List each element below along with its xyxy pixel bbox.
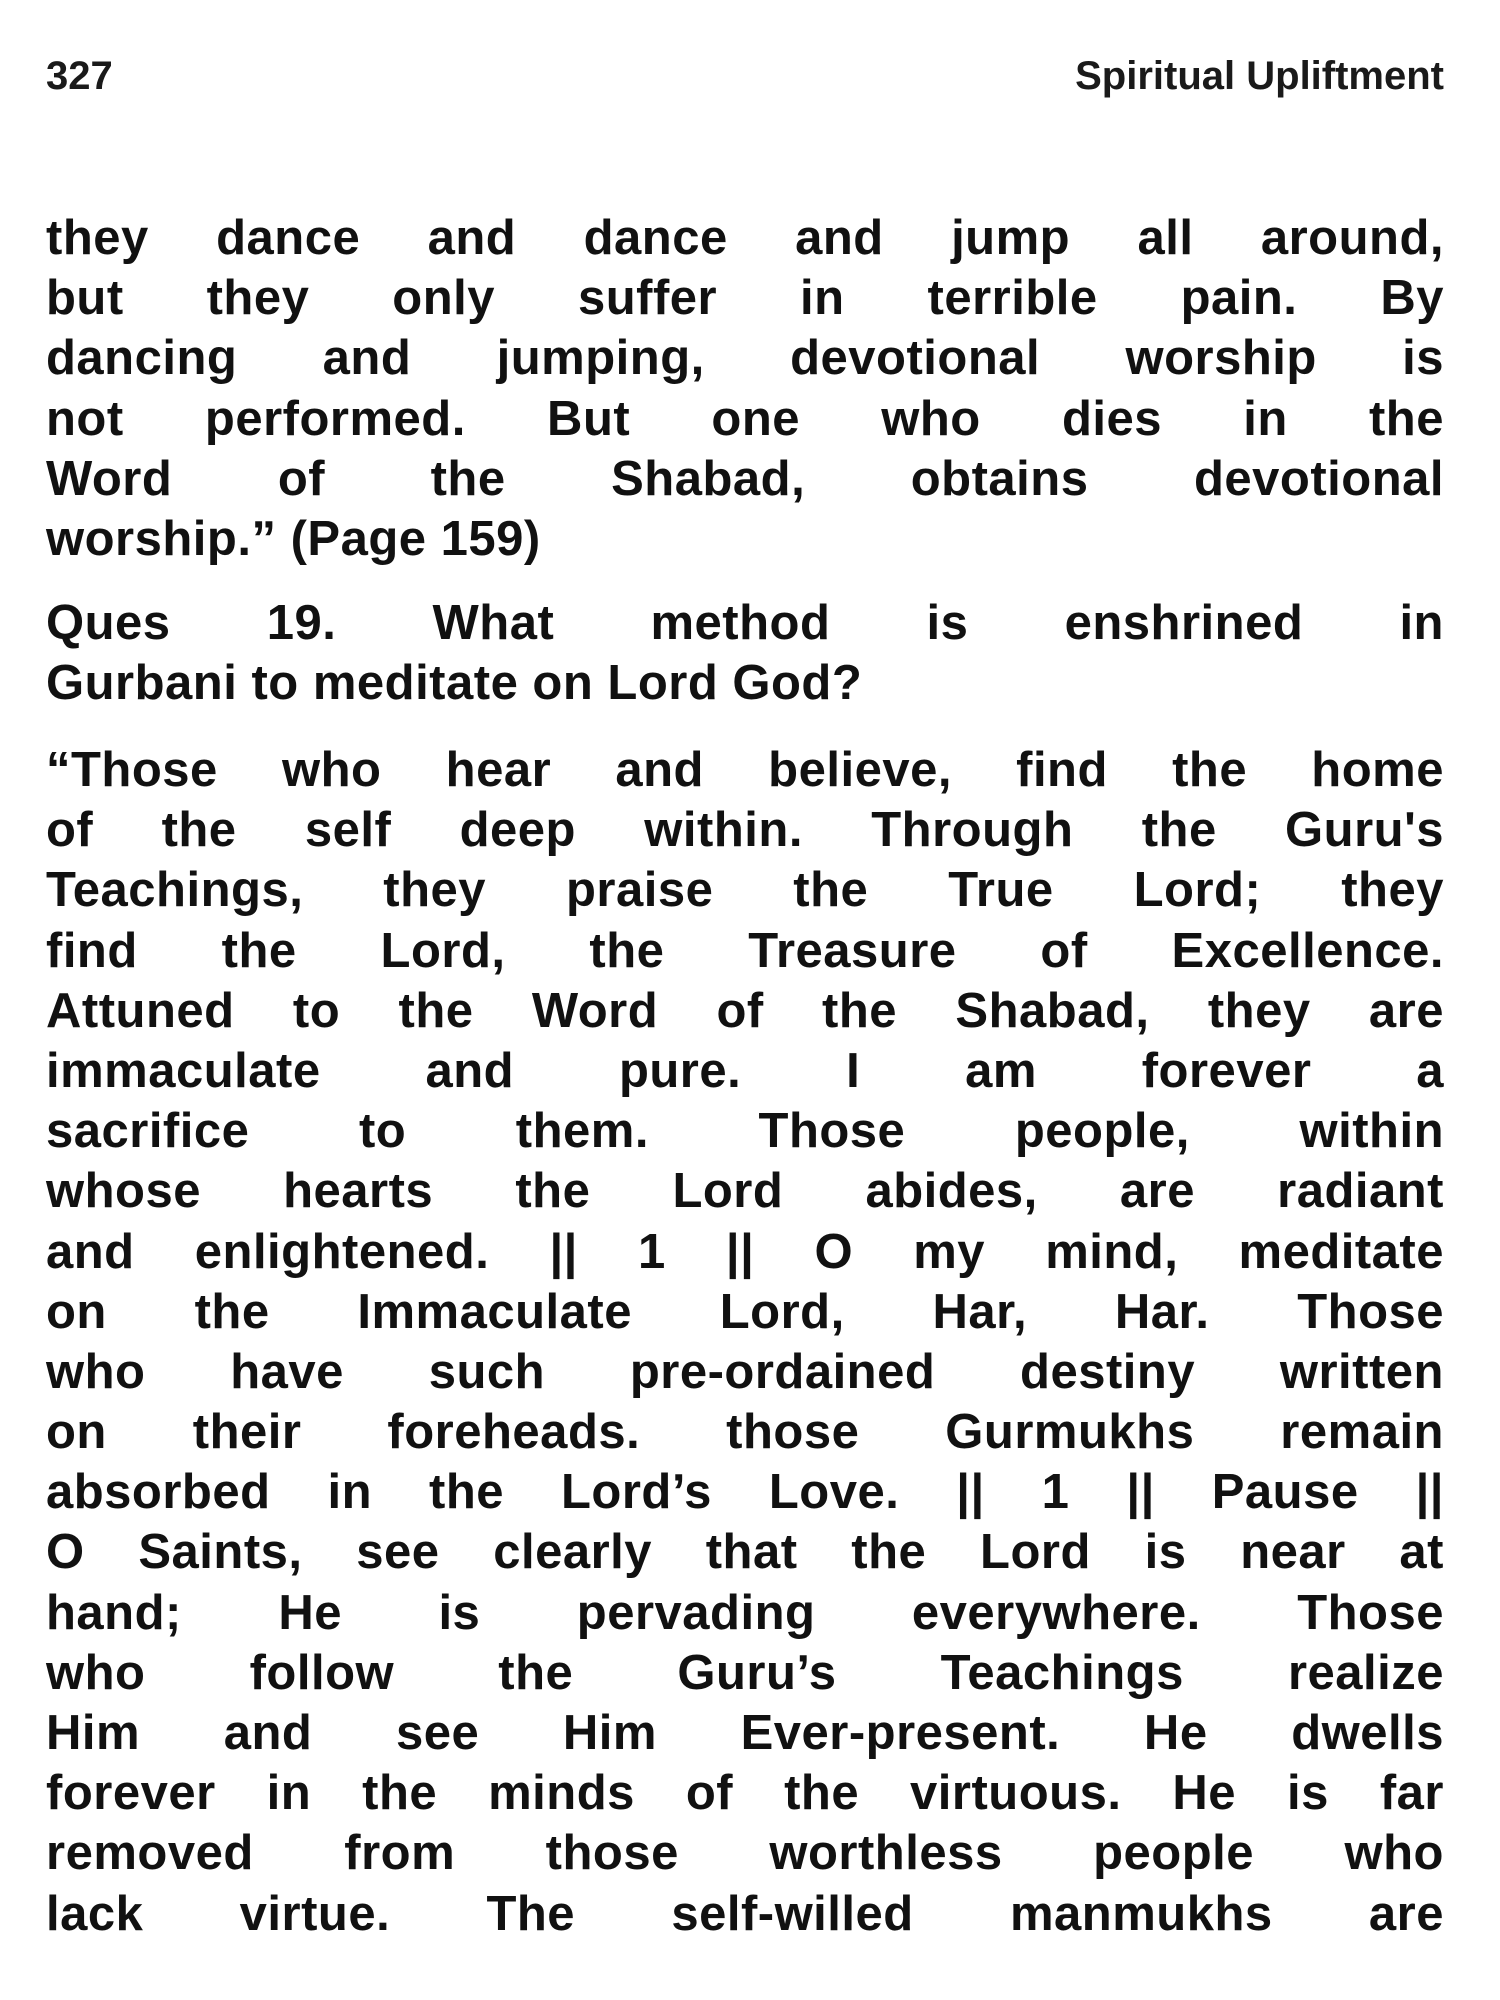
text-line: of the self deep within. Through the Guru's [46,803,1444,858]
text-line: not performed. But one who dies in the [46,391,1444,446]
text-line: Ques 19. What method is enshrined in [46,596,1444,650]
text-line: lack virtue. The self-willed manmukhs are [46,1886,1444,1941]
text-line: but they only suffer in terrible pain. By [46,271,1444,326]
text-line: sacrifice to them. Those people, within [46,1104,1444,1159]
text-line: worship.” (Page 159) [46,511,541,566]
text-line: and enlightened. || 1 || O my mind, meditate [46,1224,1444,1279]
text-line: on their foreheads. those Gurmukhs remain [46,1405,1444,1460]
paragraph-quote [46,740,1444,1944]
text-line: whose hearts the Lord abides, are radiant [46,1164,1444,1219]
running-title: Spiritual Upliftment [1075,54,1444,98]
question-heading [46,593,1444,713]
text-line: Attuned to the Word of the Shabad, they are [46,983,1444,1038]
page-number: 327 [46,54,113,98]
text-line: on the Immaculate Lord, Har, Har. Those [46,1284,1444,1339]
text-line: Teachings, they praise the True Lord; they [46,863,1444,918]
text-line: find the Lord, the Treasure of Excellence. [46,923,1444,978]
text-line: Word of the Shabad, obtains devotional [46,451,1444,506]
text-line: who follow the Guru’s Teachings realize [46,1645,1444,1700]
text-line: Him and see Him Ever-present. He dwells [46,1706,1444,1760]
text-line: Gurbani to meditate on Lord God? [46,656,863,711]
text-line: absorbed in the Lord’s Love. || 1 || Pause || [46,1465,1444,1520]
paragraph-quote-end [46,208,1444,569]
text-line: “Those who hear and believe, find the home [46,743,1444,797]
text-line: forever in the minds of the virtuous. He is far [46,1766,1444,1821]
text-line: immaculate and pure. I am forever a [46,1043,1444,1098]
text-line: they dance and dance and jump all around, [46,211,1444,265]
text-line: removed from those worthless people who [46,1826,1444,1881]
text-line: O Saints, see clearly that the Lord is near at [46,1525,1444,1580]
text-line: who have such pre-ordained destiny written [46,1344,1444,1399]
text-line: dancing and jumping, devotional worship is [46,331,1444,386]
text-line: hand; He is pervading everywhere. Those [46,1585,1444,1640]
